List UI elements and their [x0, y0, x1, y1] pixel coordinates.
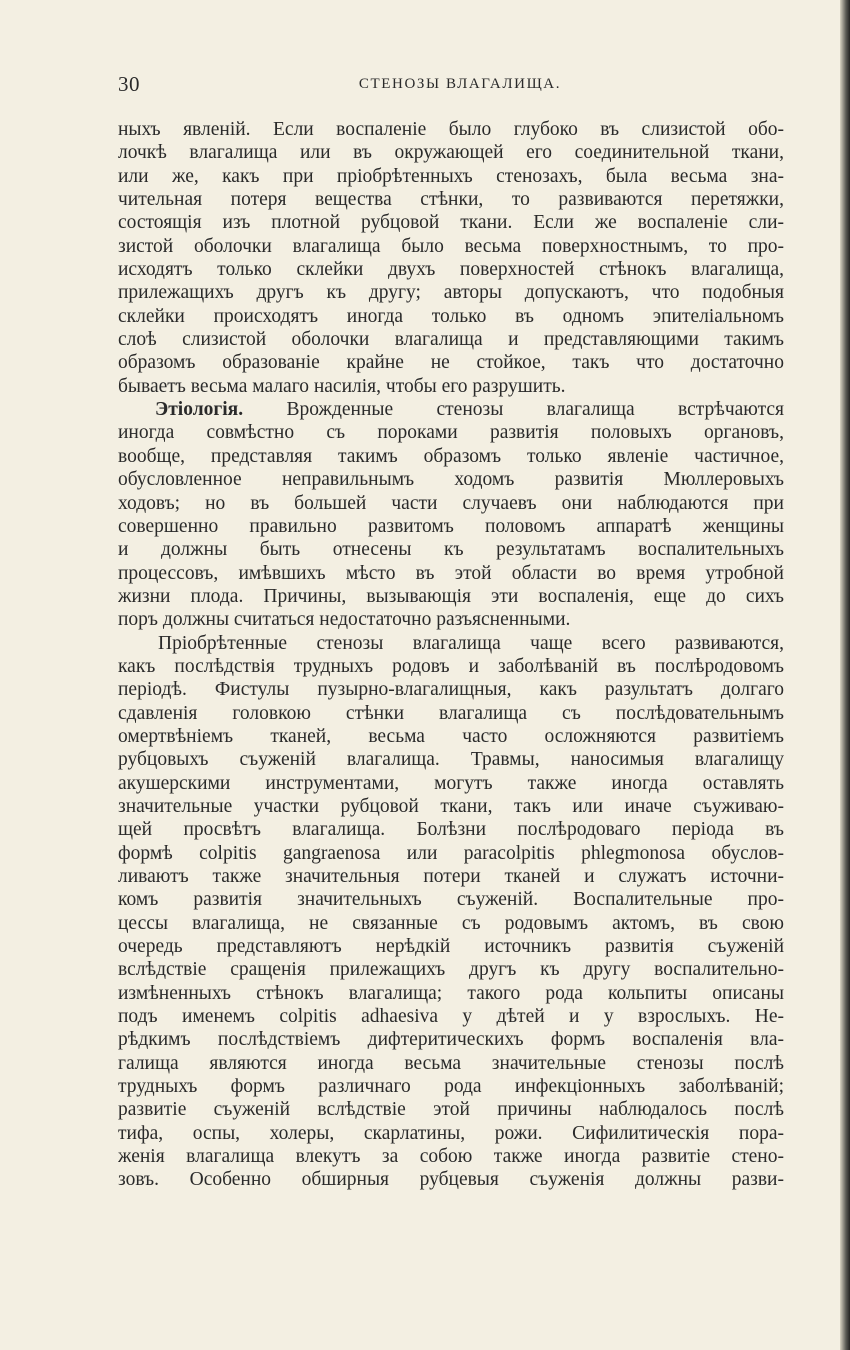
text-line: вообще, представляя такимъ образомъ только явленіе частичное,: [118, 445, 784, 467]
page-header: [118, 72, 784, 100]
text-line: формѣ colpitis gangraenosa или paracolpitis phlegmonosa обуслов-: [118, 842, 784, 864]
section-heading: Этіологія.: [155, 399, 244, 421]
text-line: процессовъ, имѣвшихъ мѣсто въ этой области во время утробной: [118, 562, 784, 584]
text-line: комъ развитія значительныхъ съуженій. Воспалительные про-: [118, 889, 784, 911]
text-line: состоящія изъ плотной рубцовой ткани. Если же воспаленіе сли-: [118, 212, 784, 234]
text-line: обусловленное неправильнымъ ходомъ развитія Мюллеровыхъ: [118, 469, 784, 491]
text-line: зистой оболочки влагалища было весьма поверхностнымъ, то про-: [118, 235, 784, 257]
text-line: вслѣдствіе сращенія прилежащихъ другъ къ другу воспалительно-: [118, 959, 784, 981]
text-line: подъ именемъ colpitis adhaesiva у дѣтей и у взрослыхъ. Не-: [118, 1006, 784, 1028]
text-line: чительная потеря вещества стѣнки, то развиваются перетяжки,: [118, 189, 784, 211]
text-line: прилежащихъ другъ къ другу; авторы допускаютъ, что подобныя: [118, 282, 784, 304]
text-line: омертвѣніемъ тканей, весьма часто осложняются развитіемъ: [118, 725, 784, 747]
text-line: тифа, оспы, холеры, скарлатины, рожи. Сифилитическія пора-: [118, 1122, 784, 1144]
text-line: акушерскими инструментами, могутъ также иногда оставлять: [118, 772, 784, 794]
section-heading-line: Этіологія. Врожденные стенозы влагалища встрѣчаются: [155, 399, 784, 421]
text-line: періодѣ. Фистулы пузырно-влагалищныя, какъ разультатъ долгаго: [118, 679, 784, 701]
text-line: ливаютъ также значительныя потери тканей и служатъ источни-: [118, 866, 784, 887]
text-line: какъ послѣдствія трудныхъ родовъ и заболѣваній въ послѣродовомъ: [118, 655, 784, 677]
text-line: женія влагалища влекутъ за собою также иногда развитіе стено-: [118, 1146, 784, 1168]
text-line: рѣдкимъ послѣдствіемъ дифтеритическихъ формъ воспаленія вла-: [118, 1029, 784, 1051]
text-line: слоѣ слизистой оболочки влагалища и представляющими такимъ: [118, 329, 784, 351]
text-line: склейки происходятъ иногда только въ одномъ эпителіальномъ: [118, 305, 784, 327]
page-number: 30: [118, 72, 140, 96]
page-edge: [840, 0, 850, 1350]
text-line: ходовъ; но въ большей части случаевъ они наблюдаются при: [118, 492, 784, 514]
text-line: Пріобрѣтенные стенозы влагалища чаще всего развиваются,: [158, 632, 784, 654]
text-line: ныхъ явленій. Если воспаленіе было глубоко въ слизистой обо-: [118, 119, 784, 140]
text-line: сдавленія головкою стѣнки влагалища съ послѣдовательнымъ: [118, 702, 784, 724]
text-line: галища являются иногда весьма значительные стенозы послѣ: [118, 1052, 784, 1074]
text-line: исходятъ только склейки двухъ поверхностей стѣнокъ влагалища,: [118, 259, 784, 281]
text-line: лочкѣ влагалища или въ окружающей его соединительной ткани,: [118, 142, 784, 164]
text-line: и должны быть отнесены къ результатамъ воспалительныхъ: [118, 539, 784, 561]
text-line: значительные участки рубцовой ткани, такъ или иначе съуживаю-: [118, 795, 784, 817]
text-line: развитіе съуженій вслѣдствіе этой причины наблюдалось послѣ: [118, 1099, 784, 1121]
text-line: поръ должны считаться недостаточно разъясненными.: [118, 609, 571, 631]
text-line: щей просвѣтъ влагалища. Болѣзни послѣродоваго періода въ: [118, 819, 784, 841]
text-line: рубцовыхъ съуженій влагалища. Травмы, наносимыя влагалищу: [118, 749, 784, 771]
text-line: или же, какъ при пріобрѣтенныхъ стенозахъ, была весьма зна-: [118, 165, 784, 187]
text-line: цессы влагалища, не связанные съ родовымъ актомъ, въ свою: [118, 912, 784, 934]
text-line: жизни плода. Причины, вызывающія эти воспаленія, еще до сихъ: [118, 585, 784, 607]
text-line: [118, 1192, 784, 1215]
text-line: зовъ. Особенно обширныя рубцевыя съуженія должны разви-: [118, 1169, 784, 1191]
text-line: измѣненныхъ стѣнокъ влагалища; такого рода кольпиты описаны: [118, 982, 784, 1004]
body-text: [118, 118, 784, 1215]
text-line: образомъ образованіе крайне не стойкое, такъ что достаточно: [118, 352, 784, 374]
text-line: иногда совмѣстно съ пороками развитія половыхъ органовъ,: [118, 422, 784, 444]
text-line: бываетъ весьма малаго насилія, чтобы его разрушить.: [118, 375, 566, 397]
running-title: СТЕНОЗЫ ВЛАГАЛИЩА.: [358, 76, 562, 92]
text-line: очередь представляютъ нерѣдкій источникъ развитія съуженій: [118, 936, 784, 958]
text-line: совершенно правильно развитомъ половомъ аппаратѣ женщины: [118, 515, 784, 537]
text-line: трудныхъ формъ различнаго рода инфекціонныхъ заболѣваній;: [118, 1076, 784, 1098]
